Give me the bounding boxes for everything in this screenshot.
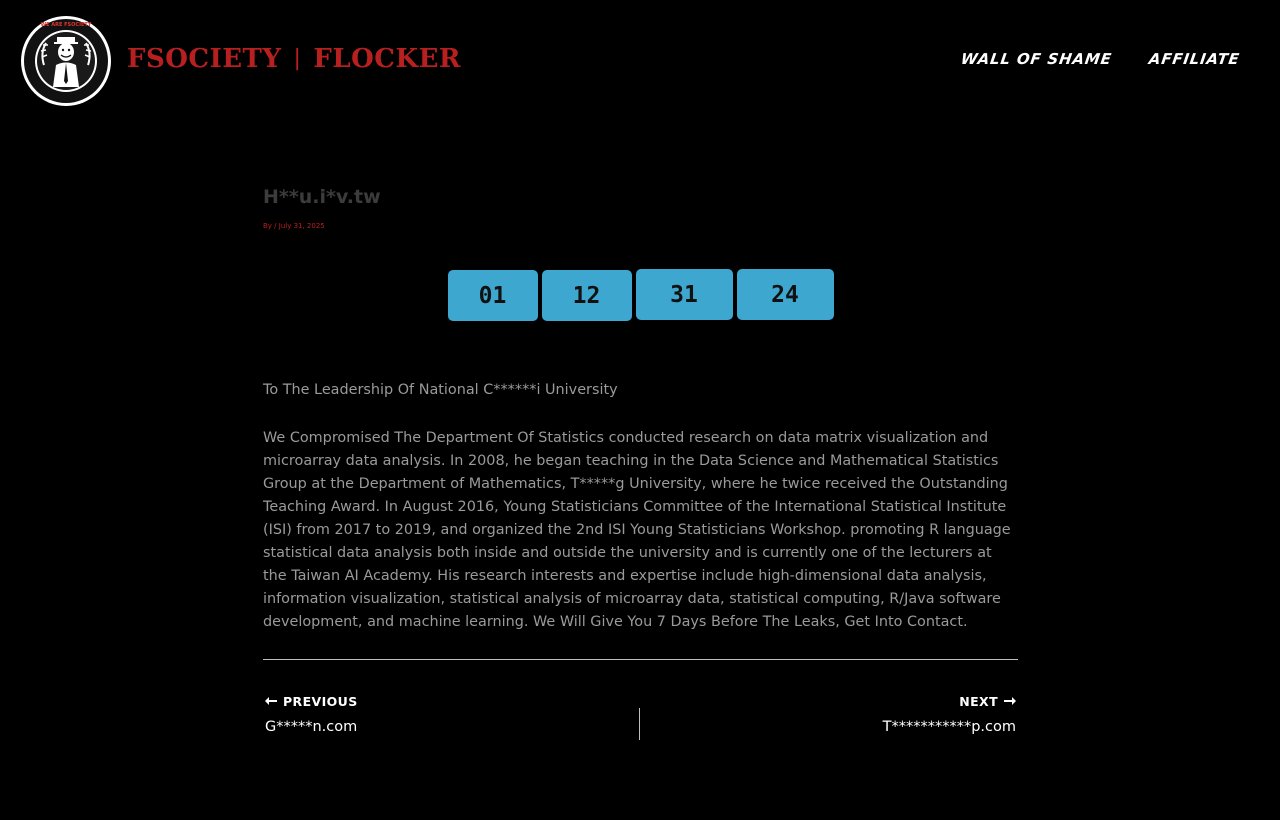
countdown-minutes: 31 (636, 269, 733, 320)
countdown-timer (263, 270, 1018, 321)
nav-item-affiliate[interactable]: AFFILIATE (1148, 50, 1242, 68)
post-greeting: To The Leadership Of National C******i University (263, 382, 618, 398)
next-label: NEXT (959, 693, 998, 709)
next-post-link[interactable]: T***********p.com (882, 719, 1016, 735)
countdown-hours: 12 (542, 270, 632, 321)
logo-emblem-icon (20, 15, 112, 107)
post-content (263, 379, 1018, 634)
previous-label: PREVIOUS (283, 693, 358, 709)
countdown-seconds: 24 (737, 269, 834, 320)
svg-text:WE ARE FSOCIETY: WE ARE FSOCIETY (40, 22, 92, 28)
main-nav (961, 50, 1240, 68)
next-label-row (883, 693, 1016, 709)
site-header (0, 0, 1280, 125)
previous-label-row (265, 693, 358, 709)
post-navigation (263, 693, 1018, 743)
post-meta: By / July 31, 2025 (263, 222, 325, 230)
countdown-days: 01 (448, 270, 538, 321)
post-title: H**u.i*v.tw (263, 186, 381, 208)
post-body: We Compromised The Department Of Statistics conducted research on data matrix visualization and microarray data analysis. In 2008, he began teaching in the Data Science and Mathematical Statistics Group at the Department of Mathematics, T*****g University, where he twice received the Outstanding Teaching Award. In August 2016, Young Statisticians Committee of the International Statistical Institute (ISI) from 2017 to 2019, and organized the 2nd ISI Young Statisticians Workshop. promoting R language statistical data analysis both inside and outside the university and is currently one of the lecturers at the Taiwan AI Academy. His research interests and expertise include high-dimensional data analysis, information visualization, statistical analysis of microarray data, statistical computing, R/Java software development, and machine learning. We Will Give You 7 Days Before The Leaks, Get Into Contact. (263, 430, 1011, 630)
content-divider (263, 659, 1018, 660)
arrow-left-icon (265, 696, 277, 706)
nav-item-wall-of-shame[interactable]: WALL OF SHAME (959, 50, 1113, 68)
site-title-right: FLOCKER (313, 44, 461, 74)
site-title-left: FSOCIETY (127, 44, 282, 74)
site-title[interactable] (127, 44, 461, 74)
arrow-right-icon (1004, 696, 1016, 706)
fsociety-logo[interactable] (20, 15, 112, 107)
post-nav-separator (639, 708, 640, 740)
next-post[interactable] (883, 693, 1016, 735)
previous-post[interactable] (265, 693, 358, 735)
previous-post-link[interactable]: G*****n.com (265, 719, 358, 735)
post-article (263, 180, 1018, 735)
site-title-separator: | (293, 46, 302, 71)
